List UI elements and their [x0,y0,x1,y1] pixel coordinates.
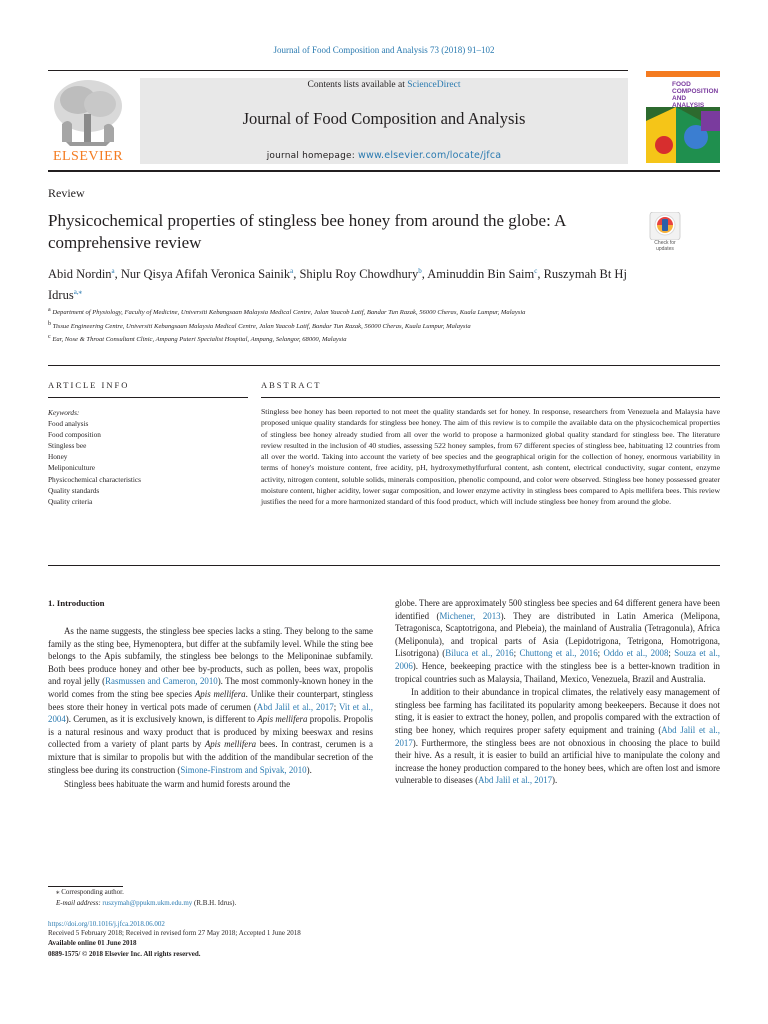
text-run: ). Cerumen, as it is exclusively known, is different to [65,714,258,725]
header-top-rule [48,70,628,71]
text-run: In addition to their abundance in tropical climates, the relatively easy management of stingless bee farming has facilitated its popularity among beekeepers. Because it does not sting, it is easier to extract the honey, pollen, and propolis compared with the extraction of sting bee honey, which requires proper safety equipment and training ( [395,687,720,735]
abstract-heading: ABSTRACT [261,380,322,390]
citation-link[interactable]: Vit et al., 2004 [48,701,373,725]
text-run: As the name suggests, the stingless bee species lacks a sting. They belong to the same family as the sting bee, Hymenoptera, but differ at the subfamily level. While the sting bee belongs to the Apis subfamily, the stingless bee belongs to the Meliponinae subfamily. Both bees produce honey and other bee by-products, such as pollen, bees wax, propolis and royal jelly ( [48,626,373,687]
email-suffix: (R.B.H. Idrus). [192,898,237,907]
author-name: Abid Nordin [48,267,112,282]
crossmark-icon [646,212,684,240]
received-dates: Received 5 February 2018; Received in revised form 27 May 2018; Accepted 1 June 2018 [48,929,301,938]
crossmark-label: Check for updates [654,240,676,252]
affiliation-text: Department of Physiology, Faculty of Medicine, Universiti Kebangsaan Malaysia Medical Centre, Jalan Yaacob Latif, Bandar Tun Razak, 56000 Cheras, Kuala Lumpur, Malaysia [52,309,526,317]
keyword-item: Quality standards [48,485,100,495]
homepage-label: journal homepage: [266,151,359,161]
article-type: Review [48,186,85,200]
paragraph [395,686,720,787]
section-heading: 1. Introduction [48,598,105,608]
citation-link[interactable]: Oddo et al., 2008 [603,648,669,659]
affiliation-item [48,319,648,333]
author-name: Aminuddin Bin Saim [427,267,535,282]
available-online: Available online 01 June 2018 [48,938,137,947]
author-list: Abid Nordin$^a$, Nur Qisya Afifah Veronica Sainik$^a$, Shiplu Roy Chowdhury$^b$, Aminuddin Bin Saim$^c$, Ruszymah Bt Hj Idrus$^{a,⁎}$ [48,267,627,303]
affiliation-list [48,305,648,346]
contents-line [140,80,628,90]
corresponding-author-note: ⁎ Corresponding author. [56,888,124,896]
divider [48,397,248,398]
journal-cover-thumbnail[interactable] [646,71,720,163]
citation-link[interactable]: Souza et al., 2006 [395,648,721,671]
citation-link[interactable]: Biluca et al., 2016 [445,648,514,659]
species-name: Apis mellifera [204,739,257,750]
contents-prefix: Contents lists available at [307,80,408,90]
author-name: Nur Qisya Afifah Veronica Sainik [120,267,291,282]
citation-link[interactable]: Chuttong et al., 2016 [519,648,598,659]
paragraph [395,597,720,685]
text-run: ). The most commonly-known honey in the world comes from the sting bee species [48,676,373,699]
body-column-left [48,625,373,791]
citation-link[interactable]: Abd Jalil et al., 2017 [478,775,553,786]
email-note [56,898,416,909]
author-affiliation-link[interactable]: a,⁎ [73,288,83,297]
sciencedirect-link[interactable]: ScienceDirect [407,80,461,90]
keyword-item: Quality criteria [48,496,93,506]
elsevier-wordmark: ELSEVIER [52,149,124,164]
author-affiliation-link[interactable]: a [290,267,294,275]
text-run: ). [552,775,558,786]
text-run: ). Hence, beekeeping practice with the stingless bee is a better-known tradition in tropical countries such as Malaysia, Thailand, Mexico, Venezuela, Brazil and Australia. [395,660,720,684]
text-run: ; [333,701,340,712]
crossmark-button[interactable] [646,212,684,252]
article-title: Physicochemical properties of stingless bee honey from around the globe: A comprehensive review [48,211,566,252]
text-run: . Unlike their counterpart, stingless bees store their honey in vertical pots made of cerumen ( [48,688,373,712]
affiliation-marker: a [48,307,51,313]
keywords-label: Keywords: [48,408,80,417]
journal-homepage [140,150,628,161]
text-run: bees. In contrast, cerumen is a mixture that is similar to propolis but with the addition of the mandibular secretion of the stingless bee during its construction ( [48,739,373,775]
keyword-item: Physicochemical characteristics [48,474,141,484]
citation-link[interactable]: Abd Jalil et al., 2017 [256,701,334,712]
text-run: ). [306,764,312,775]
header-bottom-rule [48,170,720,172]
text-run: ; [597,648,604,659]
text-run: ; [668,648,675,659]
homepage-link[interactable]: www.elsevier.com/locate/jfca [358,150,502,161]
paragraph [48,778,373,791]
author-affiliation-link[interactable]: a [111,267,115,275]
email-label: E-mail address: [56,898,103,907]
divider [48,365,720,366]
keyword-item: Food analysis [48,419,89,429]
keyword-item: Honey [48,452,68,462]
cover-title: FOOD COMPOSITION AND ANALYSIS [672,81,719,109]
author-affiliation-link[interactable]: b [418,267,422,275]
citation-link[interactable]: Abd Jalil et al., 2017 [395,724,720,748]
author-affiliation-link[interactable]: c [534,267,538,275]
author-name: Shiplu Roy Chowdhury [299,267,419,282]
footnotes [56,887,416,908]
keyword-item: Food composition [48,430,101,440]
text-run: ). Furthermore, the stingless bees are not obnoxious in choosing the place to build their hive. As a result, it is easier to build an artificial hive to manipulate the colony and increase the honey production compared to the honey bees, which are often lost and ismore vulnerable to diseases ( [395,737,720,786]
author-name: Ruszymah Bt Hj Idrus [48,267,627,303]
affiliation-text: Ear, Nose & Throat Consultant Clinic, Ampang Puteri Specialist Hospital, Ampang, Selangor, 68000, Malaysia [52,336,347,344]
text-run: ; [513,648,520,659]
divider [48,565,720,566]
text-run: propolis. Propolis is a natural resinous and waxy product that is produced by mixing beeswax and resins collected from a variety of plant parts by [48,714,373,750]
abstract-text: Stingless bee honey has been reported to not meet the quality standards set for honey. In response, researchers from Venezuela and Malaysia have proposed unique quality standards for stingless bee honey. The aim of this review is to compile the available data on the physicochemical properties of stingless bee honey already studied from all over the world to propose a harmonized global quality standard for stingless bee. The literature review resulted in the inclusion of 40 studies, assessing 522 honey samples, from 67 different species of stingless bee, habituating 12 countries from all over the world. Taking into account the variety of bee species and the geographical origin for the collection of honey, enormous variability in terms of honey's moisture content, free acidity, pH, hydroxymethylfurfural content, ash content, electrical conductivity, sugar content, enzyme activity, nitrogen content, soluble solids, minerals composition, phenolic compound, and color were observed. Stingless bee honey possessed greater moisture content, higher acidity, lower sugar composition, and lower enzyme activity in stingless bees compared to Apis mellifera bees. This review justifies the need for a more harmonized standard of this food product, which will include stingless bee honey from around the globe. [261,407,720,507]
keyword-item: Meliponiculture [48,463,96,473]
citation-link[interactable]: Simone-Finstrom and Spivak, 2010 [180,764,307,775]
citation-link[interactable]: Rasmussen and Cameron, 2010 [105,676,218,687]
paragraph [48,625,373,776]
divider [261,397,720,398]
affiliation-item [48,305,648,319]
doi-link[interactable]: https://doi.org/10.1016/j.jfca.2018.06.002 [48,920,165,928]
body-column-right [395,597,720,787]
email-link[interactable]: ruszymah@ppukm.ukm.edu.my [102,898,193,907]
elsevier-logo [48,76,128,166]
species-name: Apis mellifera [194,688,246,699]
affiliation-text: Tissue Engineering Centre, Universiti Kebangsaan Malaysia Medical Centre, Jalan Yaacob Latif, Bandar Tun Razak, 56000 Cheras, Kuala Lumpur, Malaysia [52,322,471,330]
keywords-list [48,407,253,507]
keyword-item: Stingless bee [48,441,87,451]
text-run: ). They are distributed in Latin America (Melipona, Tetragonisca, Scaptotrigona, and Plebeia), the mainland of Australia (Tetragonula), Africa (Meliponula), and tropical parts of Asia (Lepidotrigona, Tetrigona, Homotrigona, Lisotrigona) ( [395,610,720,659]
affiliation-marker: c [48,334,51,341]
journal-title: Journal of Food Composition and Analysis [242,109,526,128]
text-run: Stingless bees habituate the warm and humid forests around the [64,779,291,790]
citation-link[interactable]: Michener, 2013 [439,610,501,621]
text-run: globe. There are approximately 500 stingless bee species and 64 different genera have been identified ( [395,598,720,621]
journal-citation-link[interactable]: Journal of Food Composition and Analysis 73 (2018) 91–102 [273,45,495,55]
affiliation-item [48,332,648,346]
publication-info [48,920,468,959]
copyright: 0889-1575/ © 2018 Elsevier Inc. All rights reserved. [48,949,201,958]
species-name: Apis mellifera [257,714,308,725]
article-info-heading: ARTICLE INFO [48,380,130,390]
affiliation-marker: b [48,320,51,327]
